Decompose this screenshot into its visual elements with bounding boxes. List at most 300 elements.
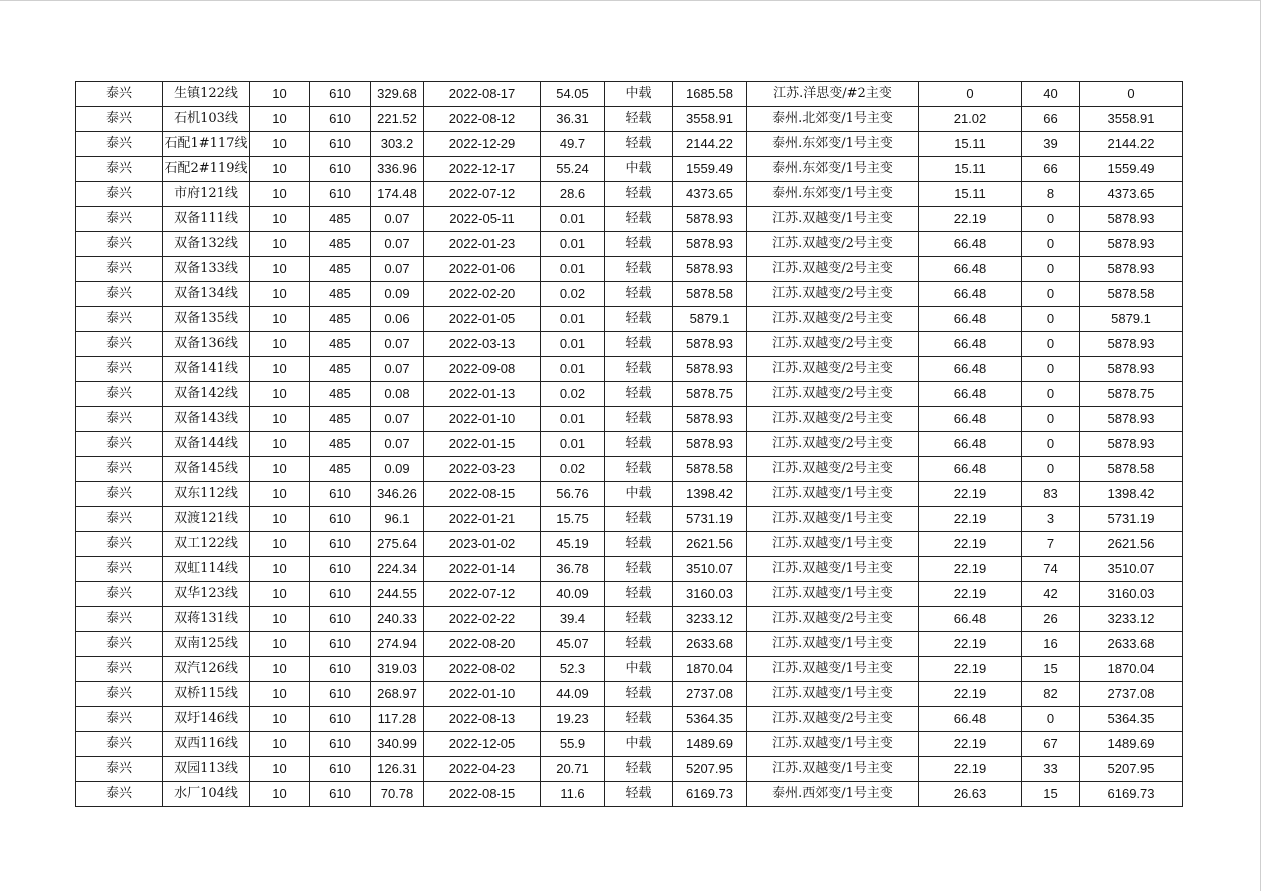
load-level-cell: 轻载 xyxy=(605,257,673,282)
line-name-cell: 市府121线 xyxy=(163,182,250,207)
count-cell: 0 xyxy=(1022,257,1080,282)
transformer-cell: 江苏.双越变/1号主变 xyxy=(747,557,919,582)
line-name-cell: 石配1#117线 xyxy=(163,132,250,157)
load-level-cell: 轻载 xyxy=(605,582,673,607)
load-level-cell: 轻载 xyxy=(605,382,673,407)
max-load-cell: 96.1 xyxy=(371,507,424,532)
region-cell: 泰兴 xyxy=(76,532,163,557)
date-cell: 2022-02-20 xyxy=(424,282,541,307)
transformer-cell: 江苏.双越变/2号主变 xyxy=(747,607,919,632)
table-row xyxy=(76,107,1183,132)
load-rate-cell: 15.75 xyxy=(541,507,605,532)
margin-cell: 2144.22 xyxy=(1080,132,1183,157)
voltage-cell: 10 xyxy=(250,307,310,332)
load-level-cell: 中载 xyxy=(605,732,673,757)
table-row xyxy=(76,357,1183,382)
load-rate-cell: 36.31 xyxy=(541,107,605,132)
count-cell: 8 xyxy=(1022,182,1080,207)
table-row xyxy=(76,482,1183,507)
load-level-cell: 轻载 xyxy=(605,107,673,132)
region-cell: 泰兴 xyxy=(76,107,163,132)
transformer-cell: 江苏.双越变/2号主变 xyxy=(747,407,919,432)
date-cell: 2022-08-15 xyxy=(424,482,541,507)
load-level-cell: 轻载 xyxy=(605,357,673,382)
transformer-load-rate-cell: 66.48 xyxy=(919,307,1022,332)
capacity-cell: 485 xyxy=(310,307,371,332)
table-row xyxy=(76,782,1183,807)
load-level-cell: 轻载 xyxy=(605,282,673,307)
max-load-cell: 0.06 xyxy=(371,307,424,332)
count-cell: 15 xyxy=(1022,657,1080,682)
capacity-cell: 610 xyxy=(310,107,371,132)
date-cell: 2022-01-15 xyxy=(424,432,541,457)
count-cell: 66 xyxy=(1022,157,1080,182)
voltage-cell: 10 xyxy=(250,107,310,132)
transformer-load-rate-cell: 66.48 xyxy=(919,407,1022,432)
margin-cell: 1559.49 xyxy=(1080,157,1183,182)
transformer-load-rate-cell: 0 xyxy=(919,82,1022,107)
transformer-load-rate-cell: 22.19 xyxy=(919,582,1022,607)
margin-cell: 2737.08 xyxy=(1080,682,1183,707)
load-level-cell: 轻载 xyxy=(605,557,673,582)
table-row xyxy=(76,382,1183,407)
available-capacity-cell: 2144.22 xyxy=(673,132,747,157)
region-cell: 泰兴 xyxy=(76,307,163,332)
load-rate-cell: 56.76 xyxy=(541,482,605,507)
date-cell: 2022-01-23 xyxy=(424,232,541,257)
voltage-cell: 10 xyxy=(250,657,310,682)
transformer-cell: 江苏.双越变/2号主变 xyxy=(747,307,919,332)
line-name-cell: 双备141线 xyxy=(163,357,250,382)
date-cell: 2022-08-13 xyxy=(424,707,541,732)
voltage-cell: 10 xyxy=(250,157,310,182)
available-capacity-cell: 5731.19 xyxy=(673,507,747,532)
transformer-cell: 江苏.双越变/1号主变 xyxy=(747,532,919,557)
load-level-cell: 轻载 xyxy=(605,682,673,707)
margin-cell: 3160.03 xyxy=(1080,582,1183,607)
available-capacity-cell: 5878.93 xyxy=(673,407,747,432)
max-load-cell: 0.09 xyxy=(371,457,424,482)
load-level-cell: 轻载 xyxy=(605,332,673,357)
max-load-cell: 303.2 xyxy=(371,132,424,157)
transformer-load-rate-cell: 66.48 xyxy=(919,282,1022,307)
transformer-cell: 江苏.双越变/1号主变 xyxy=(747,207,919,232)
capacity-cell: 610 xyxy=(310,682,371,707)
capacity-cell: 610 xyxy=(310,782,371,807)
date-cell: 2022-01-21 xyxy=(424,507,541,532)
max-load-cell: 126.31 xyxy=(371,757,424,782)
line-name-cell: 双蒋131线 xyxy=(163,607,250,632)
voltage-cell: 10 xyxy=(250,707,310,732)
margin-cell: 5878.93 xyxy=(1080,232,1183,257)
count-cell: 40 xyxy=(1022,82,1080,107)
max-load-cell: 0.07 xyxy=(371,357,424,382)
load-rate-cell: 45.07 xyxy=(541,632,605,657)
table-row xyxy=(76,132,1183,157)
load-level-cell: 轻载 xyxy=(605,507,673,532)
margin-cell: 5878.93 xyxy=(1080,207,1183,232)
voltage-cell: 10 xyxy=(250,782,310,807)
line-name-cell: 双华123线 xyxy=(163,582,250,607)
transformer-load-rate-cell: 66.48 xyxy=(919,257,1022,282)
line-name-cell: 双工122线 xyxy=(163,532,250,557)
region-cell: 泰兴 xyxy=(76,257,163,282)
transformer-load-rate-cell: 66.48 xyxy=(919,607,1022,632)
line-name-cell: 双备111线 xyxy=(163,207,250,232)
capacity-cell: 610 xyxy=(310,607,371,632)
margin-cell: 2633.68 xyxy=(1080,632,1183,657)
capacity-cell: 485 xyxy=(310,282,371,307)
capacity-cell: 610 xyxy=(310,632,371,657)
transformer-cell: 江苏.双越变/1号主变 xyxy=(747,507,919,532)
table-row xyxy=(76,507,1183,532)
max-load-cell: 268.97 xyxy=(371,682,424,707)
margin-cell: 3558.91 xyxy=(1080,107,1183,132)
table-row xyxy=(76,307,1183,332)
count-cell: 0 xyxy=(1022,432,1080,457)
region-cell: 泰兴 xyxy=(76,82,163,107)
line-name-cell: 双园113线 xyxy=(163,757,250,782)
region-cell: 泰兴 xyxy=(76,407,163,432)
transformer-load-rate-cell: 22.19 xyxy=(919,682,1022,707)
margin-cell: 5878.75 xyxy=(1080,382,1183,407)
date-cell: 2022-08-12 xyxy=(424,107,541,132)
region-cell: 泰兴 xyxy=(76,782,163,807)
available-capacity-cell: 1685.58 xyxy=(673,82,747,107)
max-load-cell: 174.48 xyxy=(371,182,424,207)
line-name-cell: 双备145线 xyxy=(163,457,250,482)
load-rate-cell: 0.01 xyxy=(541,432,605,457)
transformer-load-rate-cell: 22.19 xyxy=(919,507,1022,532)
max-load-cell: 0.07 xyxy=(371,207,424,232)
load-rate-cell: 55.9 xyxy=(541,732,605,757)
max-load-cell: 0.07 xyxy=(371,257,424,282)
transformer-cell: 江苏.双越变/2号主变 xyxy=(747,707,919,732)
line-name-cell: 双备135线 xyxy=(163,307,250,332)
available-capacity-cell: 1489.69 xyxy=(673,732,747,757)
transformer-cell: 泰州.东郊变/1号主变 xyxy=(747,157,919,182)
load-rate-cell: 0.02 xyxy=(541,382,605,407)
line-name-cell: 双汽126线 xyxy=(163,657,250,682)
region-cell: 泰兴 xyxy=(76,382,163,407)
region-cell: 泰兴 xyxy=(76,357,163,382)
table-row xyxy=(76,432,1183,457)
voltage-cell: 10 xyxy=(250,282,310,307)
available-capacity-cell: 5878.58 xyxy=(673,282,747,307)
count-cell: 82 xyxy=(1022,682,1080,707)
available-capacity-cell: 5878.93 xyxy=(673,232,747,257)
max-load-cell: 340.99 xyxy=(371,732,424,757)
max-load-cell: 346.26 xyxy=(371,482,424,507)
line-name-cell: 双南125线 xyxy=(163,632,250,657)
load-level-cell: 中载 xyxy=(605,157,673,182)
voltage-cell: 10 xyxy=(250,682,310,707)
line-name-cell: 双备133线 xyxy=(163,257,250,282)
date-cell: 2022-12-17 xyxy=(424,157,541,182)
load-rate-cell: 44.09 xyxy=(541,682,605,707)
load-level-cell: 轻载 xyxy=(605,532,673,557)
capacity-cell: 610 xyxy=(310,757,371,782)
count-cell: 0 xyxy=(1022,357,1080,382)
transformer-load-rate-cell: 15.11 xyxy=(919,182,1022,207)
count-cell: 26 xyxy=(1022,607,1080,632)
load-rate-cell: 54.05 xyxy=(541,82,605,107)
margin-cell: 5878.93 xyxy=(1080,407,1183,432)
transformer-cell: 泰州.北郊变/1号主变 xyxy=(747,107,919,132)
available-capacity-cell: 5207.95 xyxy=(673,757,747,782)
transformer-cell: 泰州.西郊变/1号主变 xyxy=(747,782,919,807)
load-level-cell: 轻载 xyxy=(605,457,673,482)
capacity-cell: 485 xyxy=(310,232,371,257)
available-capacity-cell: 5878.75 xyxy=(673,382,747,407)
transformer-cell: 江苏.双越变/2号主变 xyxy=(747,382,919,407)
voltage-cell: 10 xyxy=(250,232,310,257)
available-capacity-cell: 3558.91 xyxy=(673,107,747,132)
capacity-cell: 485 xyxy=(310,457,371,482)
available-capacity-cell: 5878.93 xyxy=(673,257,747,282)
voltage-cell: 10 xyxy=(250,257,310,282)
available-capacity-cell: 5879.1 xyxy=(673,307,747,332)
voltage-cell: 10 xyxy=(250,182,310,207)
count-cell: 0 xyxy=(1022,382,1080,407)
margin-cell: 1489.69 xyxy=(1080,732,1183,757)
load-level-cell: 轻载 xyxy=(605,432,673,457)
table-row xyxy=(76,757,1183,782)
margin-cell: 1398.42 xyxy=(1080,482,1183,507)
available-capacity-cell: 1398.42 xyxy=(673,482,747,507)
count-cell: 0 xyxy=(1022,307,1080,332)
transformer-load-rate-cell: 66.48 xyxy=(919,432,1022,457)
transformer-cell: 江苏.双越变/2号主变 xyxy=(747,432,919,457)
region-cell: 泰兴 xyxy=(76,757,163,782)
capacity-cell: 485 xyxy=(310,382,371,407)
load-level-cell: 中载 xyxy=(605,657,673,682)
margin-cell: 5878.93 xyxy=(1080,357,1183,382)
count-cell: 0 xyxy=(1022,207,1080,232)
load-rate-cell: 0.01 xyxy=(541,257,605,282)
load-rate-cell: 52.3 xyxy=(541,657,605,682)
voltage-cell: 10 xyxy=(250,482,310,507)
transformer-load-rate-cell: 22.19 xyxy=(919,482,1022,507)
transformer-load-rate-cell: 22.19 xyxy=(919,632,1022,657)
transformer-load-rate-cell: 22.19 xyxy=(919,532,1022,557)
capacity-cell: 610 xyxy=(310,82,371,107)
load-rate-cell: 19.23 xyxy=(541,707,605,732)
line-name-cell: 双渡121线 xyxy=(163,507,250,532)
voltage-cell: 10 xyxy=(250,632,310,657)
line-name-cell: 双备136线 xyxy=(163,332,250,357)
available-capacity-cell: 4373.65 xyxy=(673,182,747,207)
load-rate-cell: 39.4 xyxy=(541,607,605,632)
capacity-cell: 610 xyxy=(310,157,371,182)
capacity-cell: 485 xyxy=(310,332,371,357)
transformer-cell: 泰州.东郊变/1号主变 xyxy=(747,182,919,207)
capacity-cell: 610 xyxy=(310,732,371,757)
count-cell: 42 xyxy=(1022,582,1080,607)
table-row xyxy=(76,632,1183,657)
count-cell: 33 xyxy=(1022,757,1080,782)
date-cell: 2022-03-23 xyxy=(424,457,541,482)
transformer-cell: 江苏.双越变/2号主变 xyxy=(747,332,919,357)
margin-cell: 1870.04 xyxy=(1080,657,1183,682)
date-cell: 2022-09-08 xyxy=(424,357,541,382)
count-cell: 0 xyxy=(1022,282,1080,307)
voltage-cell: 10 xyxy=(250,132,310,157)
margin-cell: 4373.65 xyxy=(1080,182,1183,207)
load-rate-cell: 11.6 xyxy=(541,782,605,807)
date-cell: 2022-12-05 xyxy=(424,732,541,757)
date-cell: 2022-08-02 xyxy=(424,657,541,682)
transformer-cell: 江苏.洋思变/#2主变 xyxy=(747,82,919,107)
voltage-cell: 10 xyxy=(250,407,310,432)
date-cell: 2022-07-12 xyxy=(424,182,541,207)
transformer-load-rate-cell: 15.11 xyxy=(919,132,1022,157)
load-rate-cell: 36.78 xyxy=(541,557,605,582)
count-cell: 67 xyxy=(1022,732,1080,757)
date-cell: 2022-01-13 xyxy=(424,382,541,407)
transformer-cell: 江苏.双越变/2号主变 xyxy=(747,357,919,382)
region-cell: 泰兴 xyxy=(76,607,163,632)
load-rate-cell: 0.02 xyxy=(541,282,605,307)
transformer-cell: 江苏.双越变/1号主变 xyxy=(747,482,919,507)
table-row xyxy=(76,207,1183,232)
date-cell: 2022-01-14 xyxy=(424,557,541,582)
load-rate-cell: 55.24 xyxy=(541,157,605,182)
transformer-load-rate-cell: 66.48 xyxy=(919,357,1022,382)
line-name-cell: 双备132线 xyxy=(163,232,250,257)
voltage-cell: 10 xyxy=(250,457,310,482)
load-level-cell: 中载 xyxy=(605,482,673,507)
margin-cell: 2621.56 xyxy=(1080,532,1183,557)
available-capacity-cell: 3160.03 xyxy=(673,582,747,607)
transformer-cell: 江苏.双越变/1号主变 xyxy=(747,732,919,757)
region-cell: 泰兴 xyxy=(76,232,163,257)
load-rate-cell: 28.6 xyxy=(541,182,605,207)
margin-cell: 3510.07 xyxy=(1080,557,1183,582)
region-cell: 泰兴 xyxy=(76,432,163,457)
available-capacity-cell: 6169.73 xyxy=(673,782,747,807)
line-name-cell: 双西116线 xyxy=(163,732,250,757)
count-cell: 7 xyxy=(1022,532,1080,557)
transformer-load-rate-cell: 66.48 xyxy=(919,457,1022,482)
available-capacity-cell: 1559.49 xyxy=(673,157,747,182)
table-row xyxy=(76,532,1183,557)
available-capacity-cell: 5878.93 xyxy=(673,357,747,382)
count-cell: 0 xyxy=(1022,707,1080,732)
capacity-cell: 610 xyxy=(310,507,371,532)
date-cell: 2022-01-06 xyxy=(424,257,541,282)
margin-cell: 5878.93 xyxy=(1080,332,1183,357)
line-name-cell: 双备142线 xyxy=(163,382,250,407)
margin-cell: 6169.73 xyxy=(1080,782,1183,807)
max-load-cell: 336.96 xyxy=(371,157,424,182)
load-rate-cell: 0.01 xyxy=(541,407,605,432)
voltage-cell: 10 xyxy=(250,757,310,782)
date-cell: 2022-01-05 xyxy=(424,307,541,332)
voltage-cell: 10 xyxy=(250,557,310,582)
table-row xyxy=(76,82,1183,107)
table-row xyxy=(76,682,1183,707)
max-load-cell: 0.09 xyxy=(371,282,424,307)
feeder-load-table xyxy=(75,81,1183,807)
capacity-cell: 485 xyxy=(310,407,371,432)
transformer-cell: 泰州.东郊变/1号主变 xyxy=(747,132,919,157)
available-capacity-cell: 5878.93 xyxy=(673,332,747,357)
region-cell: 泰兴 xyxy=(76,182,163,207)
region-cell: 泰兴 xyxy=(76,507,163,532)
capacity-cell: 610 xyxy=(310,532,371,557)
available-capacity-cell: 5878.58 xyxy=(673,457,747,482)
region-cell: 泰兴 xyxy=(76,682,163,707)
table-row xyxy=(76,157,1183,182)
count-cell: 3 xyxy=(1022,507,1080,532)
transformer-load-rate-cell: 66.48 xyxy=(919,332,1022,357)
margin-cell: 3233.12 xyxy=(1080,607,1183,632)
region-cell: 泰兴 xyxy=(76,157,163,182)
transformer-cell: 江苏.双越变/1号主变 xyxy=(747,682,919,707)
date-cell: 2022-01-10 xyxy=(424,682,541,707)
margin-cell: 5878.58 xyxy=(1080,282,1183,307)
table-row xyxy=(76,407,1183,432)
capacity-cell: 610 xyxy=(310,182,371,207)
margin-cell: 5878.58 xyxy=(1080,457,1183,482)
region-cell: 泰兴 xyxy=(76,132,163,157)
max-load-cell: 221.52 xyxy=(371,107,424,132)
max-load-cell: 70.78 xyxy=(371,782,424,807)
voltage-cell: 10 xyxy=(250,332,310,357)
table-row xyxy=(76,607,1183,632)
margin-cell: 5207.95 xyxy=(1080,757,1183,782)
region-cell: 泰兴 xyxy=(76,732,163,757)
load-level-cell: 轻载 xyxy=(605,182,673,207)
table-row xyxy=(76,182,1183,207)
count-cell: 0 xyxy=(1022,332,1080,357)
capacity-cell: 610 xyxy=(310,657,371,682)
line-name-cell: 双桥115线 xyxy=(163,682,250,707)
available-capacity-cell: 3510.07 xyxy=(673,557,747,582)
load-level-cell: 中载 xyxy=(605,82,673,107)
transformer-cell: 江苏.双越变/1号主变 xyxy=(747,657,919,682)
voltage-cell: 10 xyxy=(250,532,310,557)
available-capacity-cell: 2621.56 xyxy=(673,532,747,557)
date-cell: 2023-01-02 xyxy=(424,532,541,557)
margin-cell: 5364.35 xyxy=(1080,707,1183,732)
available-capacity-cell: 2737.08 xyxy=(673,682,747,707)
load-level-cell: 轻载 xyxy=(605,307,673,332)
table-row xyxy=(76,557,1183,582)
load-rate-cell: 40.09 xyxy=(541,582,605,607)
load-rate-cell: 0.01 xyxy=(541,357,605,382)
capacity-cell: 610 xyxy=(310,707,371,732)
max-load-cell: 319.03 xyxy=(371,657,424,682)
load-rate-cell: 20.71 xyxy=(541,757,605,782)
date-cell: 2022-05-11 xyxy=(424,207,541,232)
max-load-cell: 0.07 xyxy=(371,232,424,257)
transformer-load-rate-cell: 15.11 xyxy=(919,157,1022,182)
load-level-cell: 轻载 xyxy=(605,207,673,232)
capacity-cell: 485 xyxy=(310,357,371,382)
table-row xyxy=(76,282,1183,307)
table-row xyxy=(76,332,1183,357)
transformer-load-rate-cell: 66.48 xyxy=(919,232,1022,257)
available-capacity-cell: 5878.93 xyxy=(673,432,747,457)
region-cell: 泰兴 xyxy=(76,482,163,507)
load-rate-cell: 49.7 xyxy=(541,132,605,157)
margin-cell: 5878.93 xyxy=(1080,257,1183,282)
count-cell: 0 xyxy=(1022,457,1080,482)
date-cell: 2022-03-13 xyxy=(424,332,541,357)
max-load-cell: 275.64 xyxy=(371,532,424,557)
